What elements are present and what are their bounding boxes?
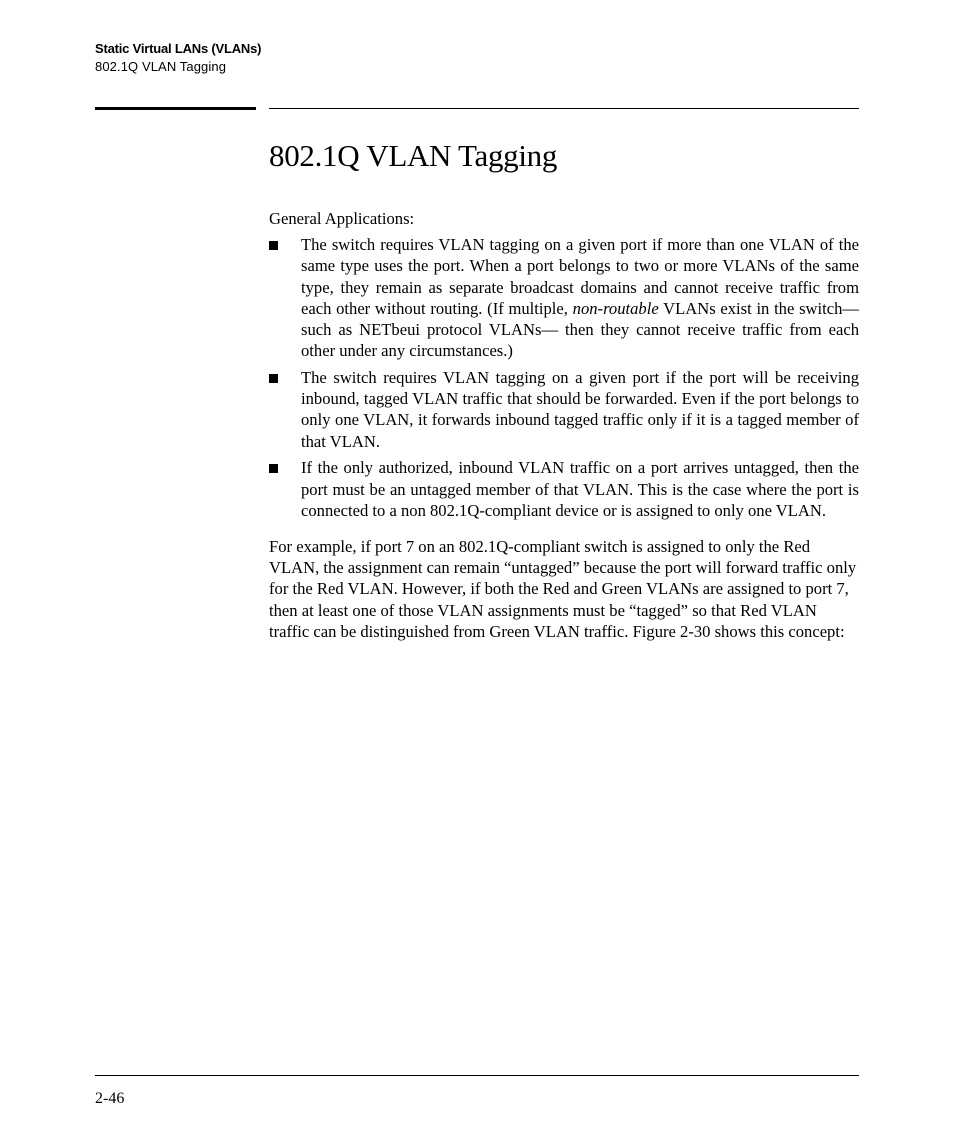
bullet-text: The switch requires VLAN tagging on a given port if the port will be receiving inbound, tagged VLAN traffic that should be forwarded. Even if the port belongs to only one VLAN, it forwards inbound tagged traffic only if it is a tagged member of that VLAN. xyxy=(301,368,859,451)
example-paragraph: For example, if port 7 on an 802.1Q-compliant switch is assigned to only the Red VLAN, the assignment can remain “untagged” because the port will forward traffic only for the Red VLAN. However, if both the Red and Green VLANs are assigned to port 7, then at least one of those VLAN assignments must be “tagged” so that Red VLAN traffic can be distinguished from Green VLAN traffic. Figure 2-30 shows this concept: xyxy=(269,537,857,641)
page-title: 802.1Q VLAN Tagging xyxy=(269,138,558,173)
bullet-text-before: The switch requires VLAN tagging on a given port if more than one VLAN of the same type uses the port. When a port belongs to two or more VLANs of the same type, they remain as separate broadcast domains and cannot receive traffic from each other without routing. (If multiple, xyxy=(301,235,859,318)
header-rule-thin xyxy=(269,108,859,109)
main-content xyxy=(269,136,859,642)
chapter-title: Static Virtual LANs (VLANs) xyxy=(95,41,262,56)
bullet-text-after: VLANs exist in the switch—such as NETbeui protocol VLANs— then they cannot receive traffic from each other under any circumstances.) xyxy=(301,298,859,361)
square-bullet-icon xyxy=(269,374,278,383)
intro-paragraph: General Applications: xyxy=(269,209,415,228)
running-header xyxy=(95,40,261,76)
bullet-text-emphasis: non-routable xyxy=(572,298,659,318)
header-rule-thick xyxy=(95,107,256,110)
square-bullet-icon xyxy=(269,464,278,473)
list-item xyxy=(269,234,859,361)
footer-rule xyxy=(95,1075,859,1076)
list-item xyxy=(269,457,859,521)
list-item xyxy=(269,367,859,452)
page-number: 2-46 xyxy=(95,1090,125,1107)
bullet-list xyxy=(269,234,859,521)
bullet-text: If the only authorized, inbound VLAN traffic on a port arrives untagged, then the port must be an untagged member of that VLAN. This is the case where the port is connected to a non 802.1Q-compliant device or is assigned to only one VLAN. xyxy=(301,458,859,520)
section-title: 802.1Q VLAN Tagging xyxy=(95,59,227,74)
square-bullet-icon xyxy=(269,241,278,250)
